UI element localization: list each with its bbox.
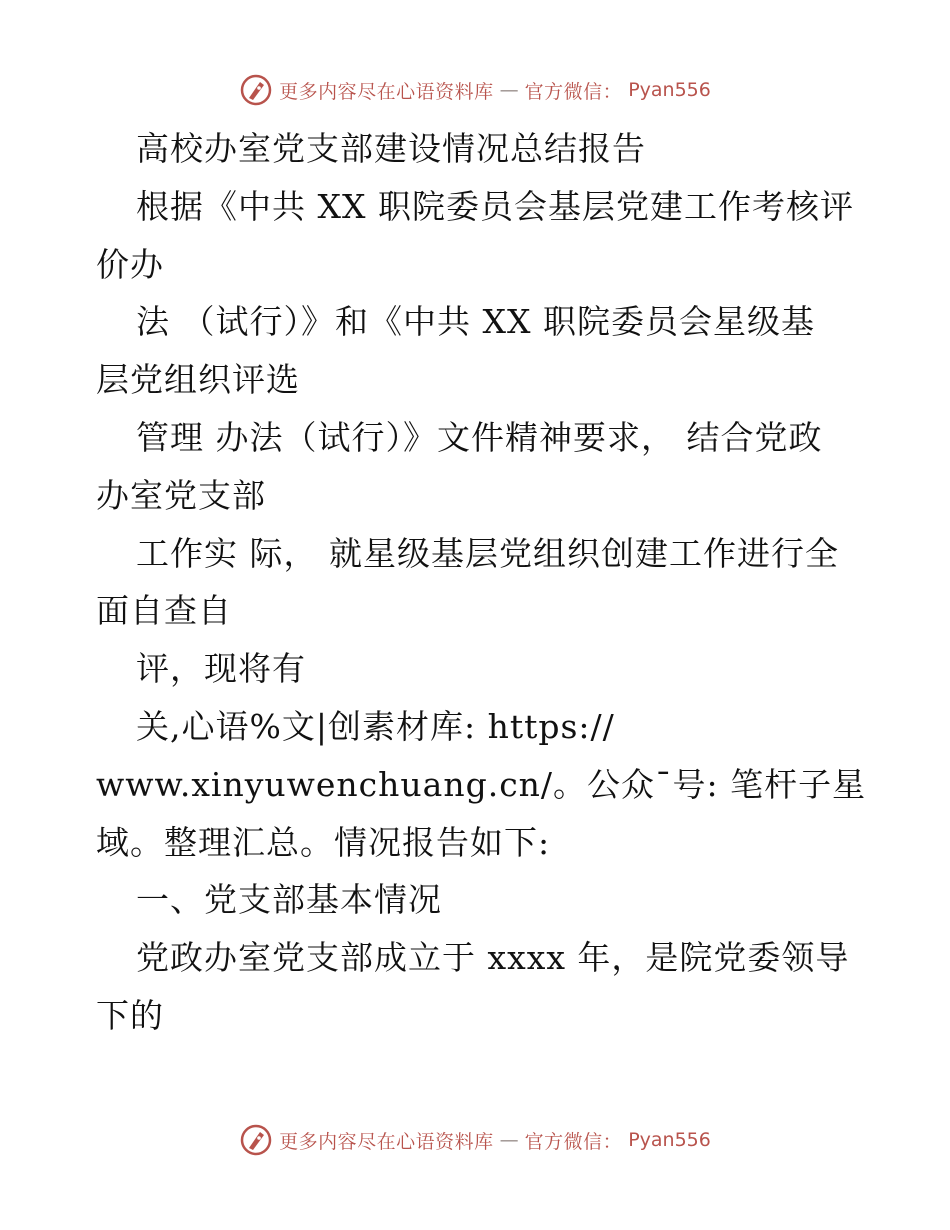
paragraph-line: 面自查自 — [96, 591, 232, 631]
watermark-contact-id: Pyan556 — [628, 79, 711, 101]
paragraph-line: 管理 办法（试行）》文件精神要求， 结合党政 — [136, 417, 823, 457]
paragraph-line: 价办 — [96, 244, 164, 284]
pen-nib-logo-icon — [239, 1123, 273, 1157]
watermark-banner-bottom — [0, 1120, 950, 1160]
document-title: 高校办室党支部建设情况总结报告 — [136, 129, 646, 168]
paragraph-line: 下的 — [96, 995, 164, 1035]
section-heading: 一、党支部基本情况 — [136, 880, 442, 920]
watermark-banner-top — [0, 70, 950, 110]
watermark-separator: — — [499, 79, 519, 101]
watermark-contact-id: Pyan556 — [628, 1129, 711, 1151]
watermark-text: 更多内容尽在心语资料库 — [279, 1130, 494, 1153]
pen-nib-logo-icon — [239, 73, 273, 107]
watermark-contact-label: 官方微信： — [524, 1130, 623, 1153]
watermark-contact-label: 官方微信： — [524, 80, 623, 103]
watermark-text: 更多内容尽在心语资料库 — [279, 80, 494, 103]
paragraph-line: 工作实 际， 就星级基层党组织创建工作进行全 — [136, 533, 839, 573]
paragraph-line: 党政办室党支部成立于 xxxx 年，是院党委领导 — [136, 938, 850, 978]
paragraph-line: 法 （试行）》和《中共 XX 职院委员会星级基 — [136, 302, 815, 342]
paragraph-line: 评，现将有 — [136, 649, 306, 689]
paragraph-line: 根据《中共 XX 职院委员会基层党建工作考核评 — [136, 186, 854, 226]
document-body — [96, 120, 866, 1045]
paragraph-line: 域。整理汇总。情况报告如下: — [96, 822, 551, 862]
paragraph-line: 办室党支部 — [96, 475, 266, 515]
paragraph-line: 层党组织评选 — [96, 360, 300, 400]
paragraph-line: 关,心语%文|创素材库: https:// — [136, 706, 615, 746]
paragraph-line: www.xinyuwenchuang.cn/。公众¯号: 笔杆子星 — [96, 764, 867, 804]
watermark-separator: — — [499, 1129, 519, 1151]
